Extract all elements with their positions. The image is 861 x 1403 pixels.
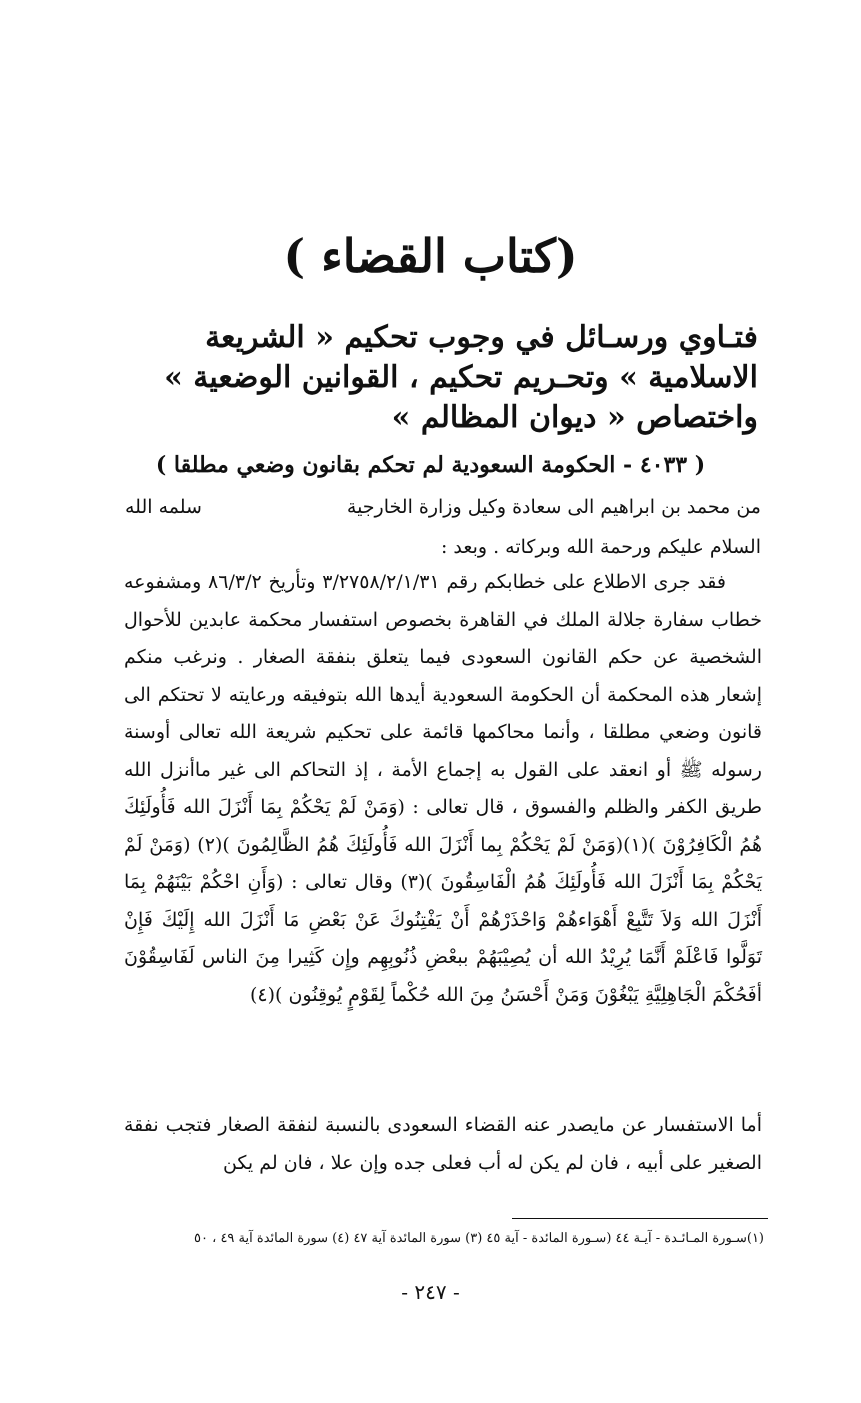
body-text [124,564,762,1014]
letter-greeting: السلام عليكم ورحمة الله وبركاته . وبعد : [440,536,761,558]
letter-sender-recipient: من محمد بن ابراهيم الى سعادة وكيل وزارة الخارجية [346,496,761,518]
fatwa-title: ( ٤٠٣٣ - الحكومة السعودية لم تحكم بقانون وضعي مطلقا ) [155,452,706,478]
section-title: فتـاوي ورسـائل في وجوب تحكيم « الشريعة الاسلامية » وتحـريم تحكيم ، القوانين الوضعية » واختصاص « ديوان المظالم » [164,320,758,435]
page-number: - ٢٤٧ - [401,1280,460,1304]
letter-header [125,490,761,524]
closing-paragraph: أما الاستفسار عن مايصدر عنه القضاء السعودى بالنسبة لنفقة الصغار فتجب نفقة الصغير على أبيه ، فان لم يكن له أب فعلى جده وإن علا ، فان لم يكن [124,1114,762,1174]
closing-text [124,1106,762,1182]
footnotes: (١)سـورة المـائـدة - آيـة ٤٤ (سـورة المائدة - آية ٤٥ (٣) سورة المائدة آية ٤٧ (٤) سورة المائدة آية ٤٩ ، ٥٠ [194,1231,764,1246]
book-title: (كتاب القضاء ) [283,229,578,283]
footnote-divider [512,1218,768,1219]
letter-salutation: سلمه الله [125,496,202,518]
body-paragraph: فقد جرى الاطلاع على خطابكم رقم ٣/٢٧٥٨/٢/١/٣١ وتأريخ ٨٦/٣/٢ ومشفوعه خطاب سفارة جلالة الملك في القاهرة بخصوص استفسار محكمة عابدين للأحوال الشخصية عن حكم القانون السعودى فيما يتعلق بنفقة الصغار . ونرغب منكم إشعار هذه المحكمة أن الحكومة السعودية أيدها الله بتوفيقه ورعايته لا تحتكم الى قانون وضعي مطلقا ، وأنما محاكمها قائمة على تحكيم شريعة الله تعالى أوسنة رسوله ﷺ أو انعقد على القول به إجماع الأمة ، إذ التحاكم الى غير ماأنزل الله طريق الكفر والظلم والفسوق ، قال تعالى : (وَمَنْ لَمْ يَحْكُمْ بِمَا أَنْزَلَ الله فَأُولَئِكَ هُمُ الْكَافِرُوْنَ )(١)(وَمَنْ لَمْ يَحْكُمْ بِما أَنْزَلَ الله فَأُولَئِكَ هُمُ الظَّالِمُونَ )(٢) (وَمَنْ لَمْ يَحْكُمْ بِمَا أَنْزَلَ الله فَأُولَئِكَ هُمُ الْفَاسِقُونَ )(٣) وقال تعالى : (وَأَنِ احْكُمْ بَيْنَهُمْ بِمَا أَنْزَلَ الله وَلاَ تَتَّبِعْ أَهْوَاءهُمْ وَاحْذَرْهُمْ أَنْ يَفْتِنُوكَ عَنْ بَعْضِ مَا أَنْزَلَ الله إِلَيْكَ فَإِنْ تَوَلَّوا فَاعْلَمْ أَنَّمَا يُرِيْدُ الله أن يُصِيْبَهُمْ ببعْضِ ذُنُوبِهِم وإِن كَثِيرا مِنَ الناس لَفَاسِقُوْنَ أفَحُكْمَ الْجَاهِلِيَّةِ يَبْغُوْنَ وَمَنْ أَحْسَنُ مِنَ الله حُكْماً لِقَوْمٍ يُوقِنُون )(٤) [124,571,763,1006]
